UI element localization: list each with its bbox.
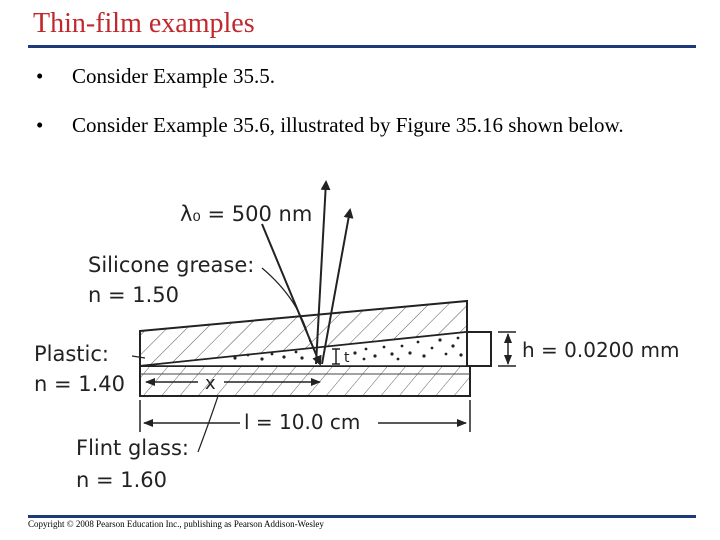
- wavelength-label: λ₀ = 500 nm: [180, 202, 313, 226]
- copyright-footer: Copyright © 2008 Pearson Education Inc., publishing as Pearson Addison-Wesley: [28, 519, 324, 529]
- glass-index-label: n = 1.60: [76, 468, 168, 492]
- flint-glass-plate: [140, 366, 470, 396]
- spacer-block: [467, 332, 491, 366]
- length-label: l = 10.0 cm: [244, 410, 361, 434]
- bullet-text: Consider Example 35.5.: [72, 64, 275, 88]
- glass-name-label: Flint glass:: [76, 436, 189, 460]
- bullet-text: Consider Example 35.6, illustrated by Figure 35.16 shown below.: [72, 113, 624, 137]
- t-label: t: [344, 350, 350, 366]
- bullet-marker: •: [36, 113, 44, 137]
- plastic-name-label: Plastic:: [34, 342, 109, 366]
- plastic-index-label: n = 1.40: [34, 372, 126, 396]
- grease-index-label: n = 1.50: [88, 283, 180, 307]
- thickness-label: h = 0.0200 mm: [522, 338, 680, 362]
- glass-leader: [198, 396, 218, 452]
- bullet-marker: •: [36, 64, 44, 88]
- grease-name-label: Silicone grease:: [88, 253, 255, 277]
- slide-title: Thin-film examples: [33, 8, 255, 39]
- footer-divider: [28, 515, 696, 518]
- x-label: x: [205, 373, 216, 394]
